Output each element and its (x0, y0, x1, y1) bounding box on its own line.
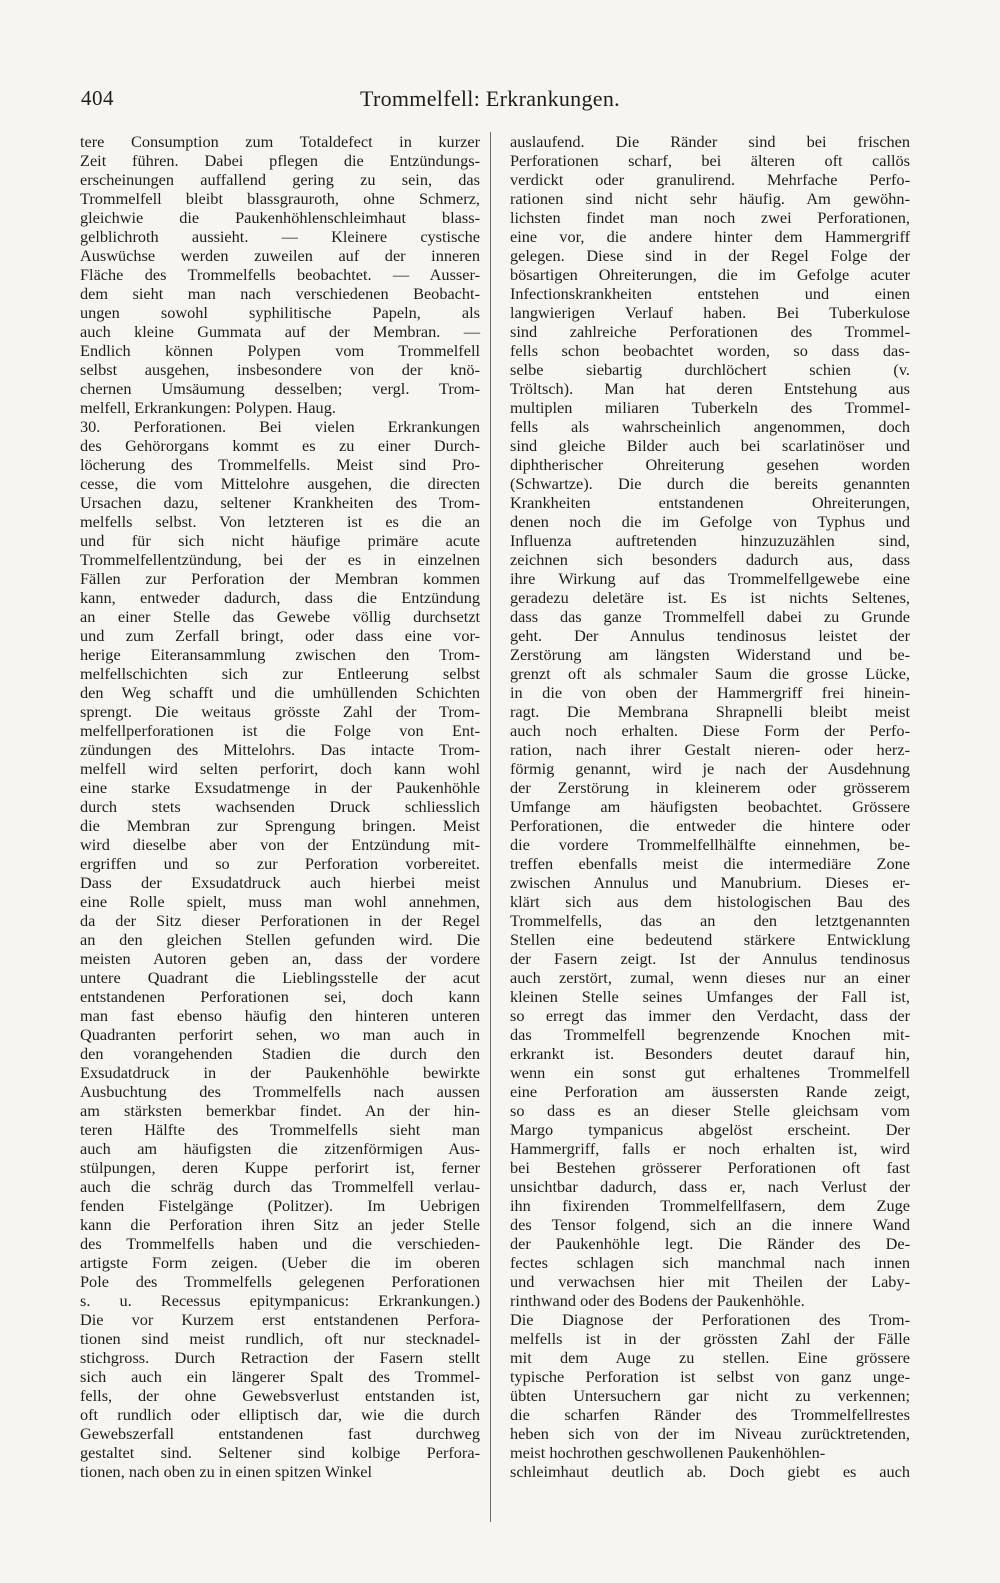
text-line: des Gehörorgans kommt es zu einer Durch- (80, 436, 480, 455)
text-line: dass das ganze Trommelfell dabei zu Grunde (510, 607, 910, 626)
text-line: diphtherischer Ohreiterung gesehen worden (510, 455, 910, 474)
text-line: mit dem Auge zu stellen. Eine grössere (510, 1348, 910, 1367)
text-line: sprengt. Die weitaus grösste Zahl der Trom- (80, 702, 480, 721)
text-line: so erregt das immer den Verdacht, dass der (510, 1006, 910, 1025)
text-line: der Fasern zeigt. Ist der Annulus tendinosus (510, 949, 910, 968)
text-line: treffen ebenfalls meist die intermediäre Zone (510, 854, 910, 873)
text-line: Zerstörung am längsten Widerstand und be- (510, 645, 910, 664)
text-line: Infectionskrankheiten entstehen und einen (510, 284, 910, 303)
text-line: melfellperforationen ist die Folge von Ent- (80, 721, 480, 740)
text-line: am stärksten bemerkbar findet. An der hin- (80, 1101, 480, 1120)
text-line: klärt sich aus dem histologischen Bau des (510, 892, 910, 911)
text-line: gestaltet sind. Seltener sind kolbige Perfora- (80, 1443, 480, 1462)
text-line: auch noch erhalten. Diese Form der Perfo- (510, 721, 910, 740)
text-line: Fläche des Trommelfells beobachtet. — Ausser- (80, 265, 480, 284)
text-line: geht. Der Annulus tendinosus leistet der (510, 626, 910, 645)
text-line: zeichnen sich besonders dadurch aus, dass (510, 550, 910, 569)
text-column-left (80, 132, 480, 1481)
text-line: Umfange am häufigsten beobachtet. Grössere (510, 797, 910, 816)
text-line: Quadranten perforirt sehen, wo man auch in (80, 1025, 480, 1044)
text-line: grenzt oft als schmaler Saum die grosse Lücke, (510, 664, 910, 683)
text-line: Stellen eine bedeutend stärkere Entwicklung (510, 930, 910, 949)
text-line: ihre Wirkung auf das Trommelfellgewebe eine (510, 569, 910, 588)
text-line: übten Untersuchern gar nicht zu verkennen; (510, 1386, 910, 1405)
text-line: Perforationen, die entweder die hintere oder (510, 816, 910, 835)
text-line: Auswüchse werden zuweilen auf der inneren (80, 246, 480, 265)
text-line: eine Perforation am äussersten Rande zeigt, (510, 1082, 910, 1101)
text-line: Margo tympanicus abgelöst erscheint. Der (510, 1120, 910, 1139)
text-line: auch kleine Gummata auf der Membran. — (80, 322, 480, 341)
page-number: 404 (81, 86, 114, 110)
text-line: fells als wahrscheinlich angenommen, doch (510, 417, 910, 436)
text-line: geradezu deletäre ist. Es ist nichts Seltenes, (510, 588, 910, 607)
text-line: auslaufend. Die Ränder sind bei frischen (510, 132, 910, 151)
text-line: ergriffen und so zur Perforation vorbereitet. (80, 854, 480, 873)
text-line: an einer Stelle das Gewebe völlig durchsetzt (80, 607, 480, 626)
text-line: und für sich nicht häufige primäre acute (80, 531, 480, 550)
text-line: Die vor Kurzem erst entstandenen Perfora- (80, 1310, 480, 1329)
text-line: fells schon beobachtet worden, so dass das- (510, 341, 910, 360)
text-line: selbe siebartig durchlöchert schien (v. (510, 360, 910, 379)
text-line: cesse, die vom Mittelohre ausgehen, die directen (80, 474, 480, 493)
text-line: melfellschichten sich zur Entleerung selbst (80, 664, 480, 683)
text-line: dem sieht man nach verschiedenen Beobacht- (80, 284, 480, 303)
text-line: durch stets wachsenden Druck schliesslich (80, 797, 480, 816)
text-line: Gewebszerfall entstandenen fast durchweg (80, 1424, 480, 1443)
text-line: entstandenen Perforationen sei, doch kann (80, 987, 480, 1006)
text-line: tionen sind meist rundlich, oft nur stecknadel- (80, 1329, 480, 1348)
text-line: untere Quadrant die Lieblingsstelle der acut (80, 968, 480, 987)
text-line: lichsten findet man noch zwei Perforationen, (510, 208, 910, 227)
text-line: Endlich können Polypen vom Trommelfell (80, 341, 480, 360)
text-line: oft rundlich oder elliptisch dar, wie die durch (80, 1405, 480, 1424)
text-line: und zum Zerfall bringt, oder dass eine vor- (80, 626, 480, 645)
text-line: so dass es an dieser Stelle gleichsam vom (510, 1101, 910, 1120)
text-line: das Trommelfell begrenzende Knochen mit- (510, 1025, 910, 1044)
text-line: wenn ein sonst gut erhaltenes Trommelfell (510, 1063, 910, 1082)
text-line: fectes schlagen sich manchmal nach innen (510, 1253, 910, 1272)
text-line: Krankheiten entstandenen Ohreiterungen, (510, 493, 910, 512)
text-line: tionen, nach oben zu in einen spitzen Winkel (80, 1462, 373, 1481)
text-line: ihn fixirenden Trommelfellfasern, dem Zuge (510, 1196, 910, 1215)
text-line: kann, entweder dadurch, dass die Entzündung (80, 588, 480, 607)
text-line: Fällen zur Perforation der Membran kommen (80, 569, 480, 588)
text-line: den Weg schafft und die umhüllenden Schichten (80, 683, 480, 702)
text-line: s. u. Recessus epitympanicus: Erkrankungen.) (80, 1291, 480, 1310)
text-line: der Zerstörung in kleinerem oder grösserem (510, 778, 910, 797)
text-line: unsichtbar dadurch, dass er, nach Verlust der (510, 1177, 910, 1196)
text-line: melfell, Erkrankungen: Polypen. Haug. (80, 398, 336, 417)
text-line: erscheinungen auffallend gering zu sein, das (80, 170, 480, 189)
text-line: typische Perforation ist selbst von ganz unge- (510, 1367, 910, 1386)
text-line: auch die schräg durch das Trommelfell verlau- (80, 1177, 480, 1196)
text-line: Trommelfellentzündung, bei der es in einzelnen (80, 550, 480, 569)
text-line: auch am häufigsten die zitzenförmigen Aus- (80, 1139, 480, 1158)
text-line: der Paukenhöhle legt. Die Ränder des De- (510, 1234, 910, 1253)
text-line: Tröltsch). Man hat deren Entstehung aus (510, 379, 910, 398)
text-line: langwierigen Verlauf haben. Bei Tuberkulose (510, 303, 910, 322)
text-line: den vorangehenden Stadien die durch den (80, 1044, 480, 1063)
text-line: eine starke Exsudatmenge in der Paukenhöhle (80, 778, 480, 797)
text-line: rinthwand oder des Bodens der Paukenhöhle. (510, 1291, 805, 1310)
text-line: heben sich von der im Niveau zurücktretenden, (510, 1424, 910, 1443)
text-line: bösartigen Ohreiterungen, die im Gefolge acuter (510, 265, 910, 284)
text-line: ration, nach ihrer Gestalt nieren- oder herz- (510, 740, 910, 759)
text-line: Die Diagnose der Perforationen des Trom- (510, 1310, 910, 1329)
text-line: Trommelfell bleibt blassgrauroth, ohne Schmerz, (80, 189, 480, 208)
text-line: stichgross. Durch Retraction der Fasern stellt (80, 1348, 480, 1367)
text-line: teren Hälfte des Trommelfells sieht man (80, 1120, 480, 1139)
text-line: fenden Fistelgänge (Politzer). Im Uebrigen (80, 1196, 480, 1215)
text-line: des Tensor folgend, sich an die innere Wand (510, 1215, 910, 1234)
text-line: melfells ist in der grössten Zahl der Fälle (510, 1329, 910, 1348)
text-line: (Schwartze). Die durch die bereits genannten (510, 474, 910, 493)
text-column-right (510, 132, 910, 1481)
text-line: chernen Umsäumung desselben; vergl. Trom- (80, 379, 480, 398)
text-line: 30. Perforationen. Bei vielen Erkrankungen (80, 417, 480, 436)
text-line: eine Rolle spielt, muss man wohl annehmen, (80, 892, 480, 911)
text-line: löcherung des Trommelfells. Meist sind Pro- (80, 455, 480, 474)
text-line: eine vor, die andere hinter dem Hammergriff (510, 227, 910, 246)
text-line: gelblichroth aussieht. — Kleinere cystische (80, 227, 480, 246)
text-line: Dass der Exsudatdruck auch hierbei meist (80, 873, 480, 892)
text-line: artigste Form zeigen. (Ueber die im oberen (80, 1253, 480, 1272)
text-line: Hammergriff, falls er noch erhalten ist, wird (510, 1139, 910, 1158)
text-line: Perforationen scharf, bei älteren oft callös (510, 151, 910, 170)
text-line: melfell wird selten perforirt, doch kann wohl (80, 759, 480, 778)
text-line: da der Sitz dieser Perforationen in der Regel (80, 911, 480, 930)
running-head: Trommelfell: Erkrankungen. (360, 86, 620, 111)
text-line: sind zahlreiche Perforationen des Trommel- (510, 322, 910, 341)
text-line: zündungen des Mittelohrs. Das intacte Trom- (80, 740, 480, 759)
text-line: erkrankt ist. Besonders deutet darauf hin, (510, 1044, 910, 1063)
text-line: multiplen miliaren Tuberkeln des Trommel- (510, 398, 910, 417)
text-line: Zeit führen. Dabei pflegen die Entzündungs- (80, 151, 480, 170)
text-line: die scharfen Ränder des Trommelfellrestes (510, 1405, 910, 1424)
text-line: schleimhaut deutlich ab. Doch giebt es auch (510, 1462, 910, 1481)
text-line: herige Eiteransammlung zwischen den Trom- (80, 645, 480, 664)
text-line: verdickt oder granulirend. Mehrfache Perfo- (510, 170, 910, 189)
text-line: rationen sind nicht sehr häufig. Am gewöhn- (510, 189, 910, 208)
text-line: tere Consumption zum Totaldefect in kurzer (80, 132, 480, 151)
text-line: ragt. Die Membrana Shrapnelli bleibt meist (510, 702, 910, 721)
text-line: Influenza auftretenden hinzuzuzählen sind, (510, 531, 910, 550)
text-line: Pole des Trommelfells gelegenen Perforationen (80, 1272, 480, 1291)
text-line: zwischen Annulus und Manubrium. Dieses er- (510, 873, 910, 892)
column-rule (490, 132, 491, 1522)
text-line: selbst ausgehen, insbesondere von der knö- (80, 360, 480, 379)
text-line: ungen sowohl syphilitische Papeln, als (80, 303, 480, 322)
text-line: kann die Perforation ihren Sitz an jeder Stelle (80, 1215, 480, 1234)
text-line: wird dieselbe aber von der Entzündung mit- (80, 835, 480, 854)
text-line: sind gleiche Bilder auch bei scarlatinöser und (510, 436, 910, 455)
text-line: des Trommelfells haben und die verschieden- (80, 1234, 480, 1253)
text-line: förmig genannt, wird je nach der Ausdehnung (510, 759, 910, 778)
text-line: kleinen Stelle seines Umfanges der Fall ist, (510, 987, 910, 1006)
text-line: stülpungen, deren Kuppe perforirt ist, ferner (80, 1158, 480, 1177)
text-line: gleichwie die Paukenhöhlenschleimhaut blass- (80, 208, 480, 227)
text-line: an den gleichen Stellen gefunden wird. Die (80, 930, 480, 949)
text-line: auch zerstört, zumal, wenn dieses nur an einer (510, 968, 910, 987)
text-line: gelegen. Diese sind in der Regel Folge der (510, 246, 910, 265)
text-line: die Membran zur Sprengung bringen. Meist (80, 816, 480, 835)
text-line: Ausbuchtung des Trommelfells nach aussen (80, 1082, 480, 1101)
text-line: Ursachen dazu, seltener Krankheiten des Trom- (80, 493, 480, 512)
text-line: und verwachsen hier mit Theilen der Laby- (510, 1272, 910, 1291)
text-line: fells, der ohne Gewebsverlust entstanden ist, (80, 1386, 480, 1405)
text-line: melfells selbst. Von letzteren ist es die an (80, 512, 480, 531)
text-line: Trommelfells, das an den letztgenannten (510, 911, 910, 930)
text-line: denen noch die im Gefolge von Typhus und (510, 512, 910, 531)
text-line: man fast ebenso häufig den hinteren unteren (80, 1006, 480, 1025)
text-line: Exsudatdruck in der Paukenhöhle bewirkte (80, 1063, 480, 1082)
text-line: sich auch ein längerer Spalt des Trommel- (80, 1367, 480, 1386)
text-line: meisten Autoren geben an, dass der vordere (80, 949, 480, 968)
text-line: meist hochrothen geschwollenen Paukenhöhlen- (510, 1443, 826, 1462)
text-line: bei Bestehen grösserer Perforationen oft fast (510, 1158, 910, 1177)
text-line: in die von oben der Hammergriff frei hinein- (510, 683, 910, 702)
text-line: die vordere Trommelfellhälfte einnehmen, be- (510, 835, 910, 854)
